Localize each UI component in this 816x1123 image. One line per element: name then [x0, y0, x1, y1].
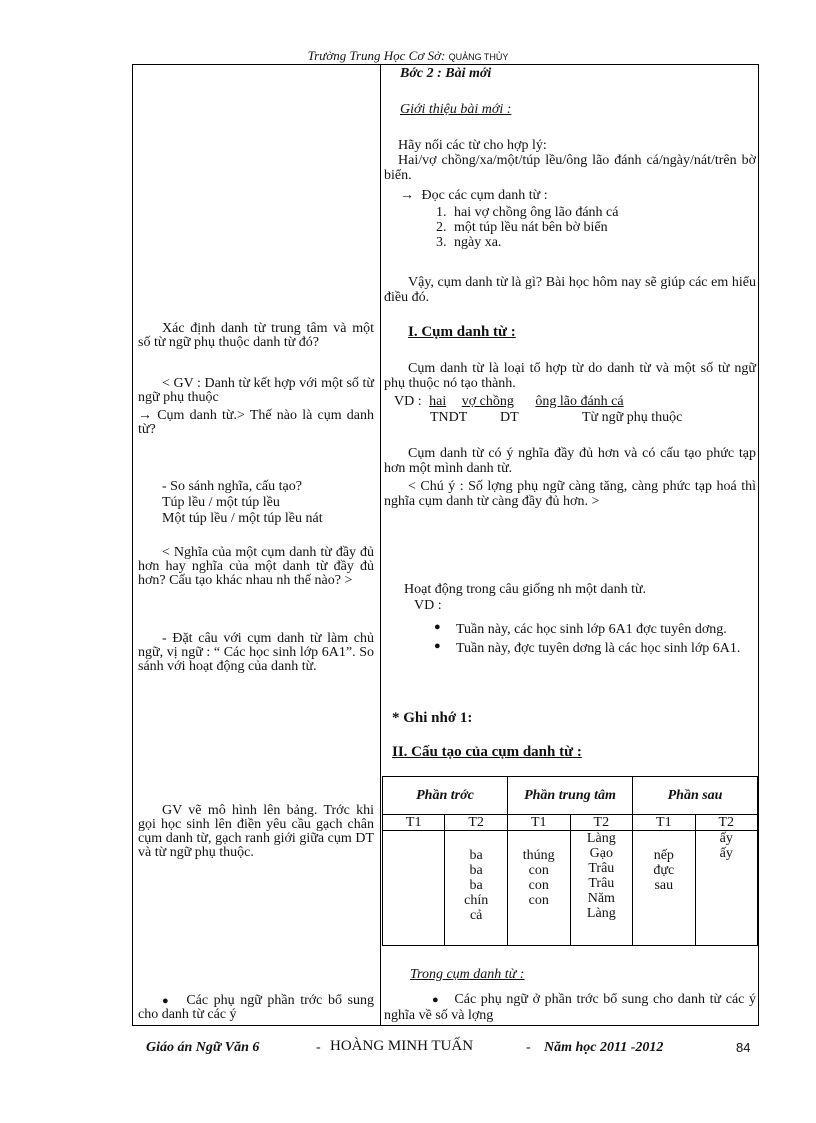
example-list [412, 622, 800, 660]
arrow-icon: → [400, 188, 414, 203]
table-subheader: T1 [633, 815, 695, 831]
table-subheader: T1 [383, 815, 445, 831]
step-title: Bớc 2 : Bài mới [400, 66, 492, 81]
activity: Hoạt động trong câu giống nh một danh từ. [404, 582, 647, 597]
definition: Cụm danh từ là loại tổ hợp từ do danh từ và một số từ ngữ phụ thuộc nó tạo thành. [384, 361, 756, 391]
left-p2: < GV : Danh từ kết hợp với một số từ ngữ phụ thuộc [138, 376, 374, 405]
list-item: 2. một túp lều nát bên bờ biển [450, 220, 816, 235]
phrase-list [390, 205, 816, 250]
intro-question: Vậy, cụm danh từ là gì? Bài học hôm nay sẽ giúp các em hiểu điều đó. [384, 275, 756, 305]
section-2-heading: II. Cấu tạo của cụm danh từ : [392, 744, 582, 760]
table-cell: thúng con con con [507, 831, 570, 946]
section-1-heading: I. Cụm danh từ : [408, 324, 516, 340]
column-divider [380, 64, 381, 1026]
table-cell: ba ba ba chín cả [445, 831, 508, 946]
left-p6: < Nghĩa của một cụm danh từ đầy đủ hơn hay nghĩa của một danh từ đầy đủ hơn? Cấu tạo khác nhau nh thế nào? > [138, 545, 374, 588]
summary-heading: Trong cụm danh từ : [410, 967, 525, 982]
table-subheader: T2 [695, 815, 757, 831]
table-subheader: T1 [507, 815, 570, 831]
table-subheader: T2 [445, 815, 508, 831]
bullet-icon: ● [432, 994, 440, 1006]
table-cell: nếp đực sau [633, 831, 695, 946]
table-header-center: Phần trung tâm [507, 777, 632, 815]
read-phrases: → Đọc các cụm danh từ : [400, 188, 548, 203]
table-subheader: T2 [570, 815, 633, 831]
list-item: ● Tuần này, các học sinh lớp 6A1 đợc tuyên dơng. [456, 622, 800, 637]
summary-text: ● Các phụ ngữ ở phần trớc bổ sung cho danh từ các ý nghĩa về số và lợng [384, 992, 757, 1023]
footer-year: Năm học 2011 -2012 [544, 1040, 664, 1055]
example-label: VD : [414, 598, 442, 613]
school-name: QUẢNG THỦY [448, 52, 509, 62]
arrow-icon: → [138, 408, 152, 423]
table-cell: Làng Gạo Trâu Trâu Năm Làng [570, 831, 633, 946]
note-quantity: < Chú ý : Số lợng phụ ngữ càng tăng, càng phức tạp hoá thì nghĩa cụm danh từ càng đầy đủ hơn. > [384, 479, 756, 509]
table-cell: ấy ấy [695, 831, 757, 946]
left-p5: Một túp lều / một túp lều nát [162, 511, 323, 526]
left-p7: - Đặt câu với cụm danh từ làm chủ ngữ, vị ngữ : “ Các học sinh lớp 6A1”. So sánh với hoạt động của danh từ. [138, 631, 374, 674]
left-p2b: → Cụm danh từ.> Thế nào là cụm danh từ? [138, 408, 375, 437]
table-header-back: Phần sau [633, 777, 758, 815]
page-header [0, 48, 816, 64]
table-cell [383, 831, 445, 946]
left-p3: - So sánh nghĩa, cấu tạo? [162, 479, 302, 494]
remember-note: * Ghi nhớ 1: [392, 710, 473, 726]
left-p9: ● Các phụ ngữ phần trớc bổ sung cho danh từ các ý [138, 993, 375, 1022]
page-number: 84 [736, 1040, 751, 1055]
footer-subject: Giáo án Ngữ Văn 6 [146, 1040, 260, 1055]
table-header-front: Phần trớc [383, 777, 508, 815]
list-item: ● Tuần này, đợc tuyên dơng là các học sinh lớp 6A1. [456, 641, 800, 656]
example-line: VD : hai vợ chồng ông lão đánh cá [394, 394, 624, 409]
left-p8: GV vẽ mô hình lên bảng. Trớc khi gọi học sinh lên điền yêu cầu gạch chân cụm danh từ, gạch ranh giới giữa cụm DT và từ ngữ phụ thuộc. [138, 803, 374, 860]
comparison: Cụm danh từ có ý nghĩa đầy đủ hơn và có cấu tạo phức tạp hơn một mình danh từ. [384, 446, 756, 476]
list-item: 3. ngày xa. [450, 235, 816, 250]
intro-text: Hãy nối các từ cho hợp lý: Hai/vợ chồng/xa/một/túp lều/ông lão đánh cá/ngày/nát/trên bờ biển. [384, 138, 756, 183]
left-p1: Xác định danh từ trung tâm và một số từ ngữ phụ thuộc danh từ đó? [138, 321, 374, 350]
footer-author: HOÀNG MINH TUẤN [330, 1038, 474, 1054]
intro-heading: Giới thiệu bài mới : [400, 102, 512, 117]
school-label: Trường Trung Học Cơ Sở: [307, 48, 446, 63]
structure-table [382, 776, 758, 946]
bullet-icon: ● [162, 995, 171, 1007]
left-p4: Túp lều / một túp lều [162, 495, 280, 510]
list-item: 1. hai vợ chồng ông lão đánh cá [450, 205, 816, 220]
